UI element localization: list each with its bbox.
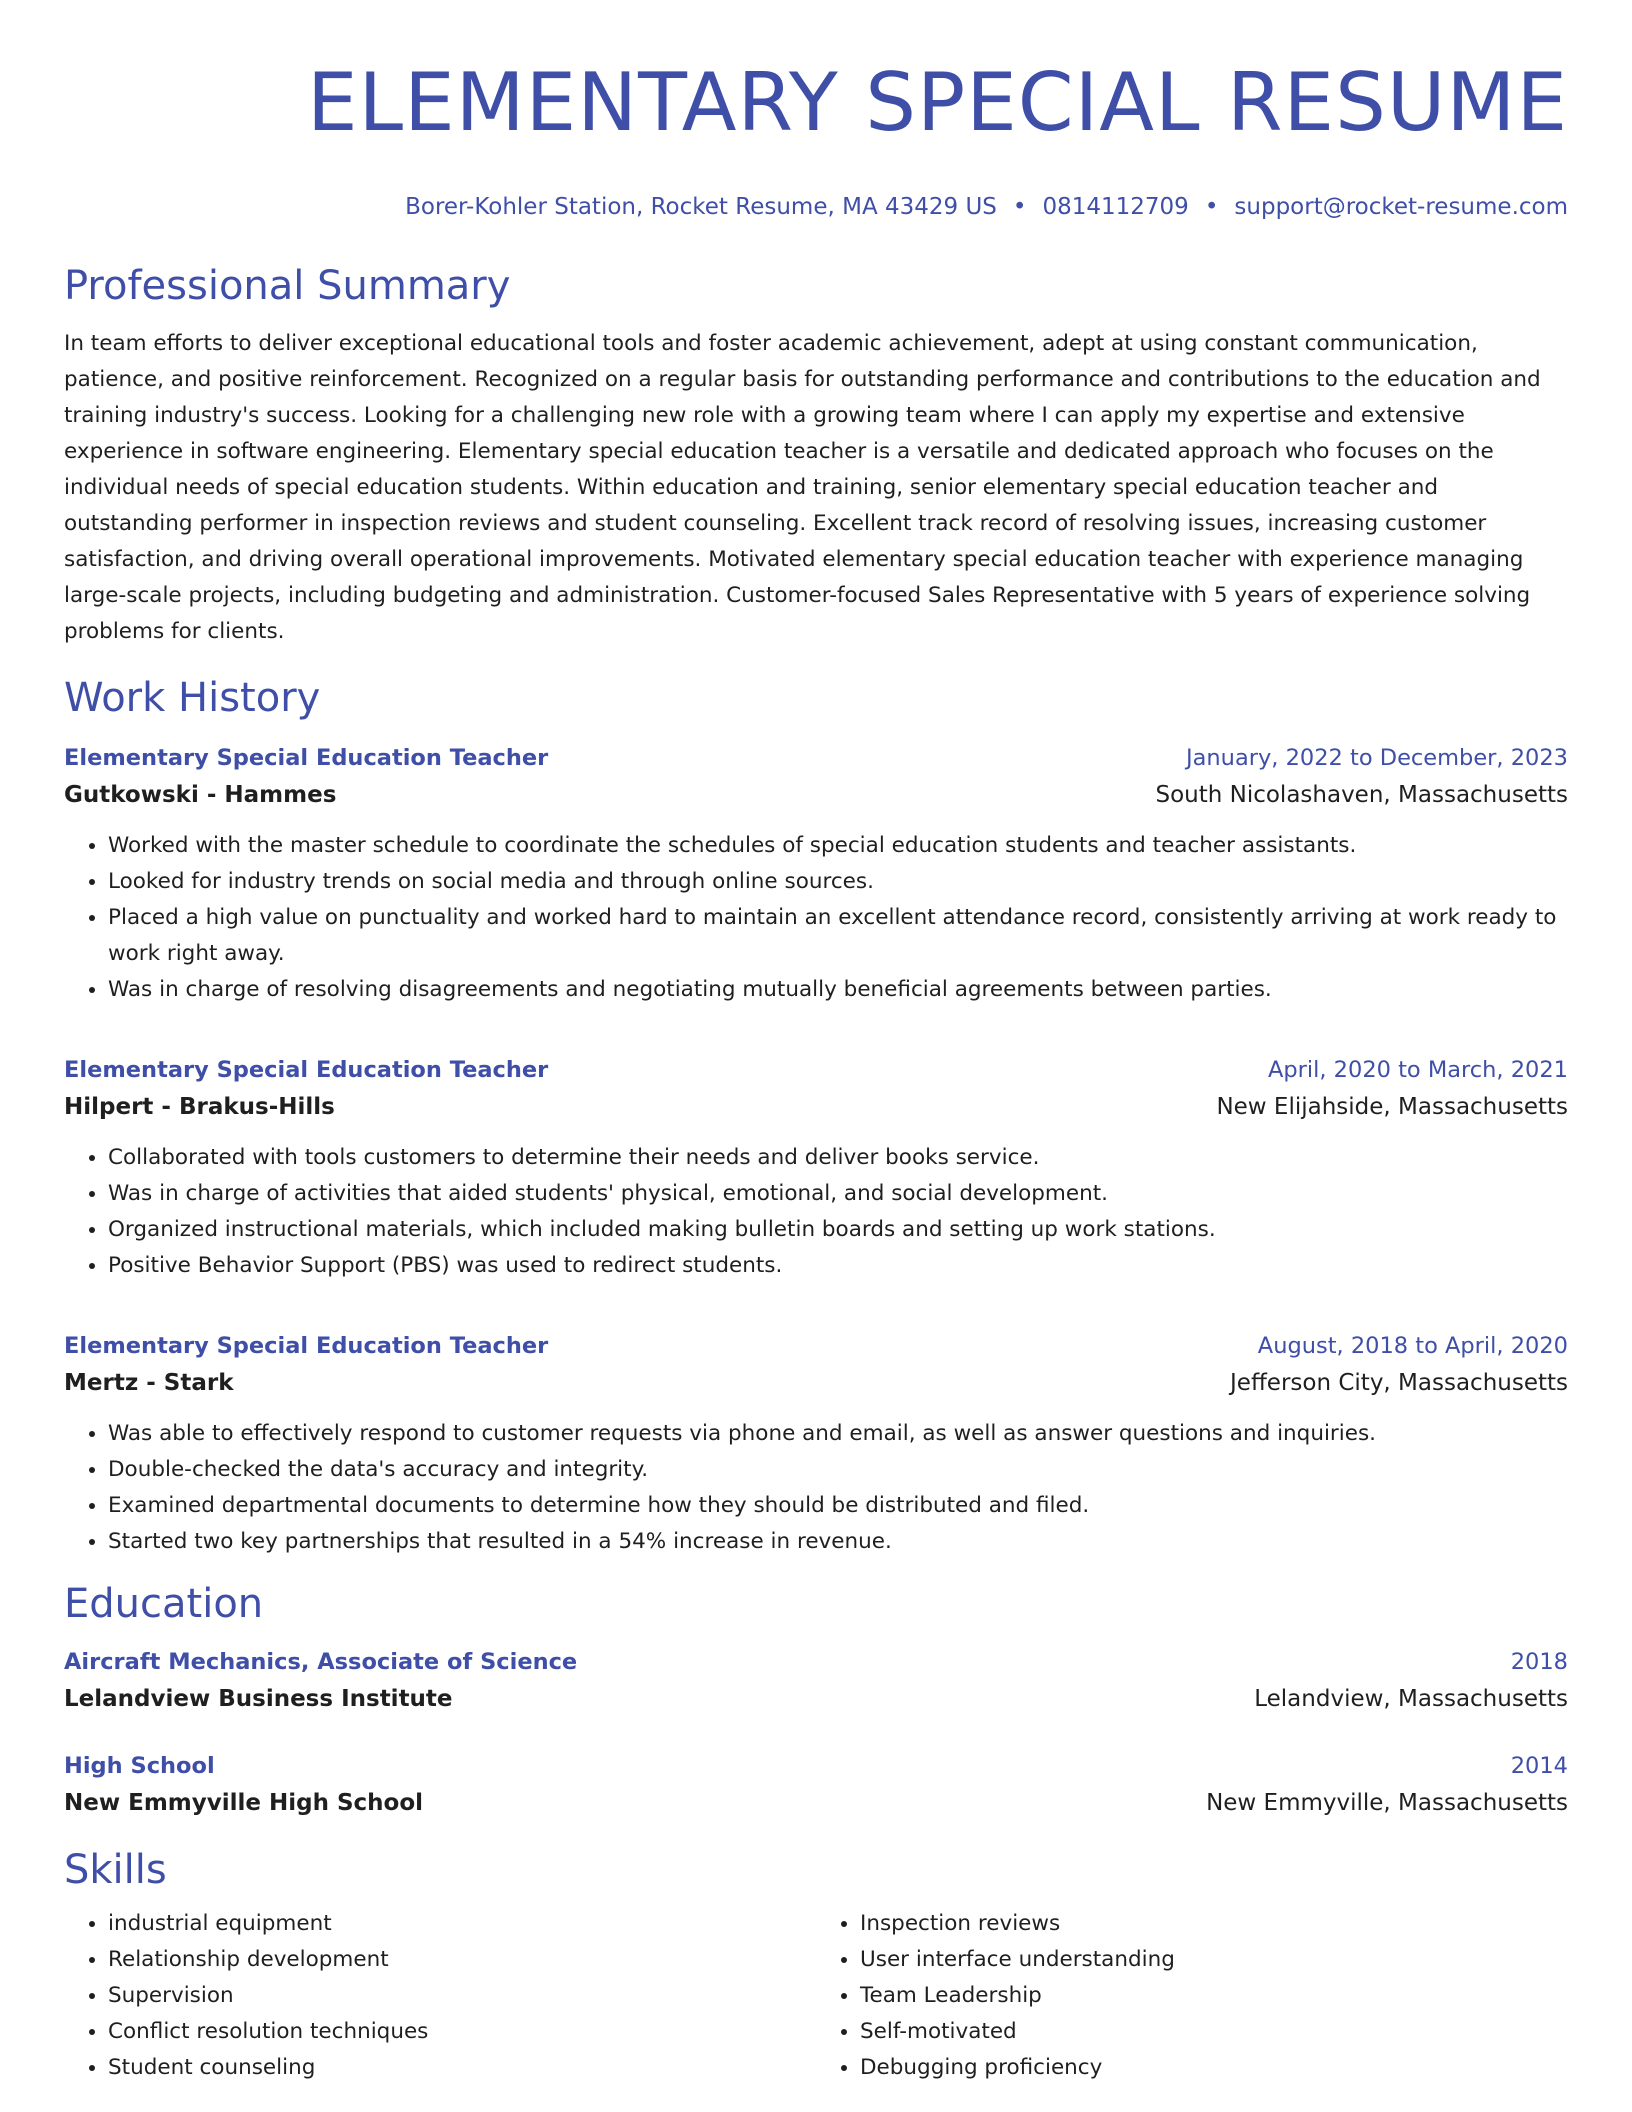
professional-summary-section (64, 262, 1568, 650)
job-header-row (64, 740, 1568, 776)
job-bullet: • Was in charge of resolving disagreements and negotiating mutually beneficial agreements between parties. (108, 972, 1568, 1008)
contact-address: Borer-Kohler Station, Rocket Resume, MA 43429 US (405, 194, 997, 220)
job-entry (64, 740, 1568, 1008)
job-company-row (64, 776, 1568, 814)
job-company: Mertz - Stark (64, 1370, 234, 1396)
education-entry (64, 1644, 1568, 1718)
education-year: 2014 (1510, 1753, 1568, 1779)
job-bullet: • Double-checked the data's accuracy and integrity. (108, 1452, 1568, 1488)
education-header-row (64, 1748, 1568, 1784)
section-title-skills: Skills (64, 1847, 167, 1893)
job-bullets (64, 1140, 1568, 1284)
education-school-row (64, 1680, 1568, 1718)
education-section (64, 1580, 1568, 1822)
summary-text: In team efforts to deliver exceptional educational tools and foster academic achievement, adept at using constant communication, patience, and positive reinforcement. Recognized on a regular basis for outstanding performance and contributions to the education and training industry's success. Looking for a challenging new role with a growing team where I can apply my expertise and extensive experience in software engineering. Elementary special education teacher is a versatile and dedicated approach who focuses on the individual needs of special education students. Within education and training, senior elementary special education teacher and outstanding performer in inspection reviews and student counseling. Excellent track record of resolving issues, increasing customer satisfaction, and driving overall operational improvements. Motivated elementary special education teacher with experience managing large-scale projects, including budgeting and administration. Customer-focused Sales Representative with 5 years of experience solving problems for clients. (64, 331, 1541, 644)
section-title-work-history: Work History (64, 675, 321, 721)
job-bullet: • Started two key partnerships that resulted in a 54% increase in revenue. (108, 1524, 1568, 1560)
job-title: Elementary Special Education Teacher (64, 1057, 549, 1083)
job-dates: January, 2022 to December, 2023 (1186, 745, 1568, 771)
section-title-summary: Professional Summary (64, 263, 511, 309)
skill-item: • Conflict resolution techniques (108, 2014, 816, 2050)
contact-email: support@rocket-resume.com (1234, 194, 1568, 220)
job-dates: August, 2018 to April, 2020 (1257, 1333, 1568, 1359)
skill-item: • Self-motivated (860, 2014, 1568, 2050)
education-location: New Emmyville, Massachusetts (1206, 1790, 1568, 1816)
job-bullet: • Organized instructional materials, which included making bulletin boards and setting up work stations. (108, 1212, 1568, 1248)
job-bullet: • Collaborated with tools customers to determine their needs and deliver books service. (108, 1140, 1568, 1176)
job-header-row (64, 1052, 1568, 1088)
job-header-row (64, 1328, 1568, 1364)
skill-item: • Relationship development (108, 1942, 816, 1978)
education-year: 2018 (1510, 1649, 1568, 1675)
job-bullet: • Placed a high value on punctuality and worked hard to maintain an excellent attendance record, consistently arriving at work ready to work right away. (108, 900, 1568, 972)
skill-item: • industrial equipment (108, 1906, 816, 1942)
skill-item: • Team Leadership (860, 1978, 1568, 2014)
skills-section (64, 1846, 1568, 2086)
resume-header (64, 0, 1568, 222)
job-bullet: • Looked for industry trends on social media and through online sources. (108, 864, 1568, 900)
skill-item: • User interface understanding (860, 1942, 1568, 1978)
education-location: Lelandview, Massachusetts (1254, 1686, 1568, 1712)
job-location: Jefferson City, Massachusetts (1230, 1370, 1568, 1396)
job-bullets (64, 1416, 1568, 1560)
skills-list-left (64, 1906, 816, 2086)
contact-phone: 0814112709 (1042, 194, 1189, 220)
job-company-row (64, 1088, 1568, 1126)
job-bullet: • Was in charge of activities that aided students' physical, emotional, and social development. (108, 1176, 1568, 1212)
job-bullet: • Worked with the master schedule to coordinate the schedules of special education students and teacher assistants. (108, 828, 1568, 864)
education-degree: Aircraft Mechanics, Associate of Science (64, 1649, 578, 1675)
job-entry (64, 1052, 1568, 1284)
job-entry (64, 1328, 1568, 1560)
job-company: Hilpert - Brakus-Hills (64, 1094, 335, 1120)
job-company-row (64, 1364, 1568, 1402)
job-bullet: • Examined departmental documents to determine how they should be distributed and filed. (108, 1488, 1568, 1524)
work-history-section (64, 674, 1568, 1560)
job-bullet: • Positive Behavior Support (PBS) was used to redirect students. (108, 1248, 1568, 1284)
section-title-education: Education (64, 1581, 264, 1627)
education-entry (64, 1748, 1568, 1822)
contact-line (64, 192, 1568, 222)
education-school-row (64, 1784, 1568, 1822)
skill-item: • Student counseling (108, 2050, 816, 2086)
skill-item: • Supervision (108, 1978, 816, 2014)
skill-item: • Debugging proficiency (860, 2050, 1568, 2086)
job-location: New Elijahside, Massachusetts (1216, 1094, 1568, 1120)
education-degree: High School (64, 1753, 215, 1779)
job-title: Elementary Special Education Teacher (64, 745, 549, 771)
skills-list-right (816, 1906, 1568, 2086)
job-bullets (64, 828, 1568, 1008)
resume-name: ELEMENTARY SPECIAL RESUME (306, 56, 1568, 149)
contact-separator: • (1204, 194, 1219, 220)
job-dates: April, 2020 to March, 2021 (1267, 1057, 1568, 1083)
skill-item: • Inspection reviews (860, 1906, 1568, 1942)
job-title: Elementary Special Education Teacher (64, 1333, 549, 1359)
education-school: New Emmyville High School (64, 1790, 424, 1816)
contact-separator: • (1012, 194, 1027, 220)
job-company: Gutkowski - Hammes (64, 782, 337, 808)
education-school: Lelandview Business Institute (64, 1686, 453, 1712)
job-bullet: • Was able to effectively respond to customer requests via phone and email, as well as answer questions and inquiries. (108, 1416, 1568, 1452)
education-header-row (64, 1644, 1568, 1680)
job-location: South Nicolashaven, Massachusetts (1155, 782, 1568, 808)
skills-grid (64, 1906, 1568, 2086)
